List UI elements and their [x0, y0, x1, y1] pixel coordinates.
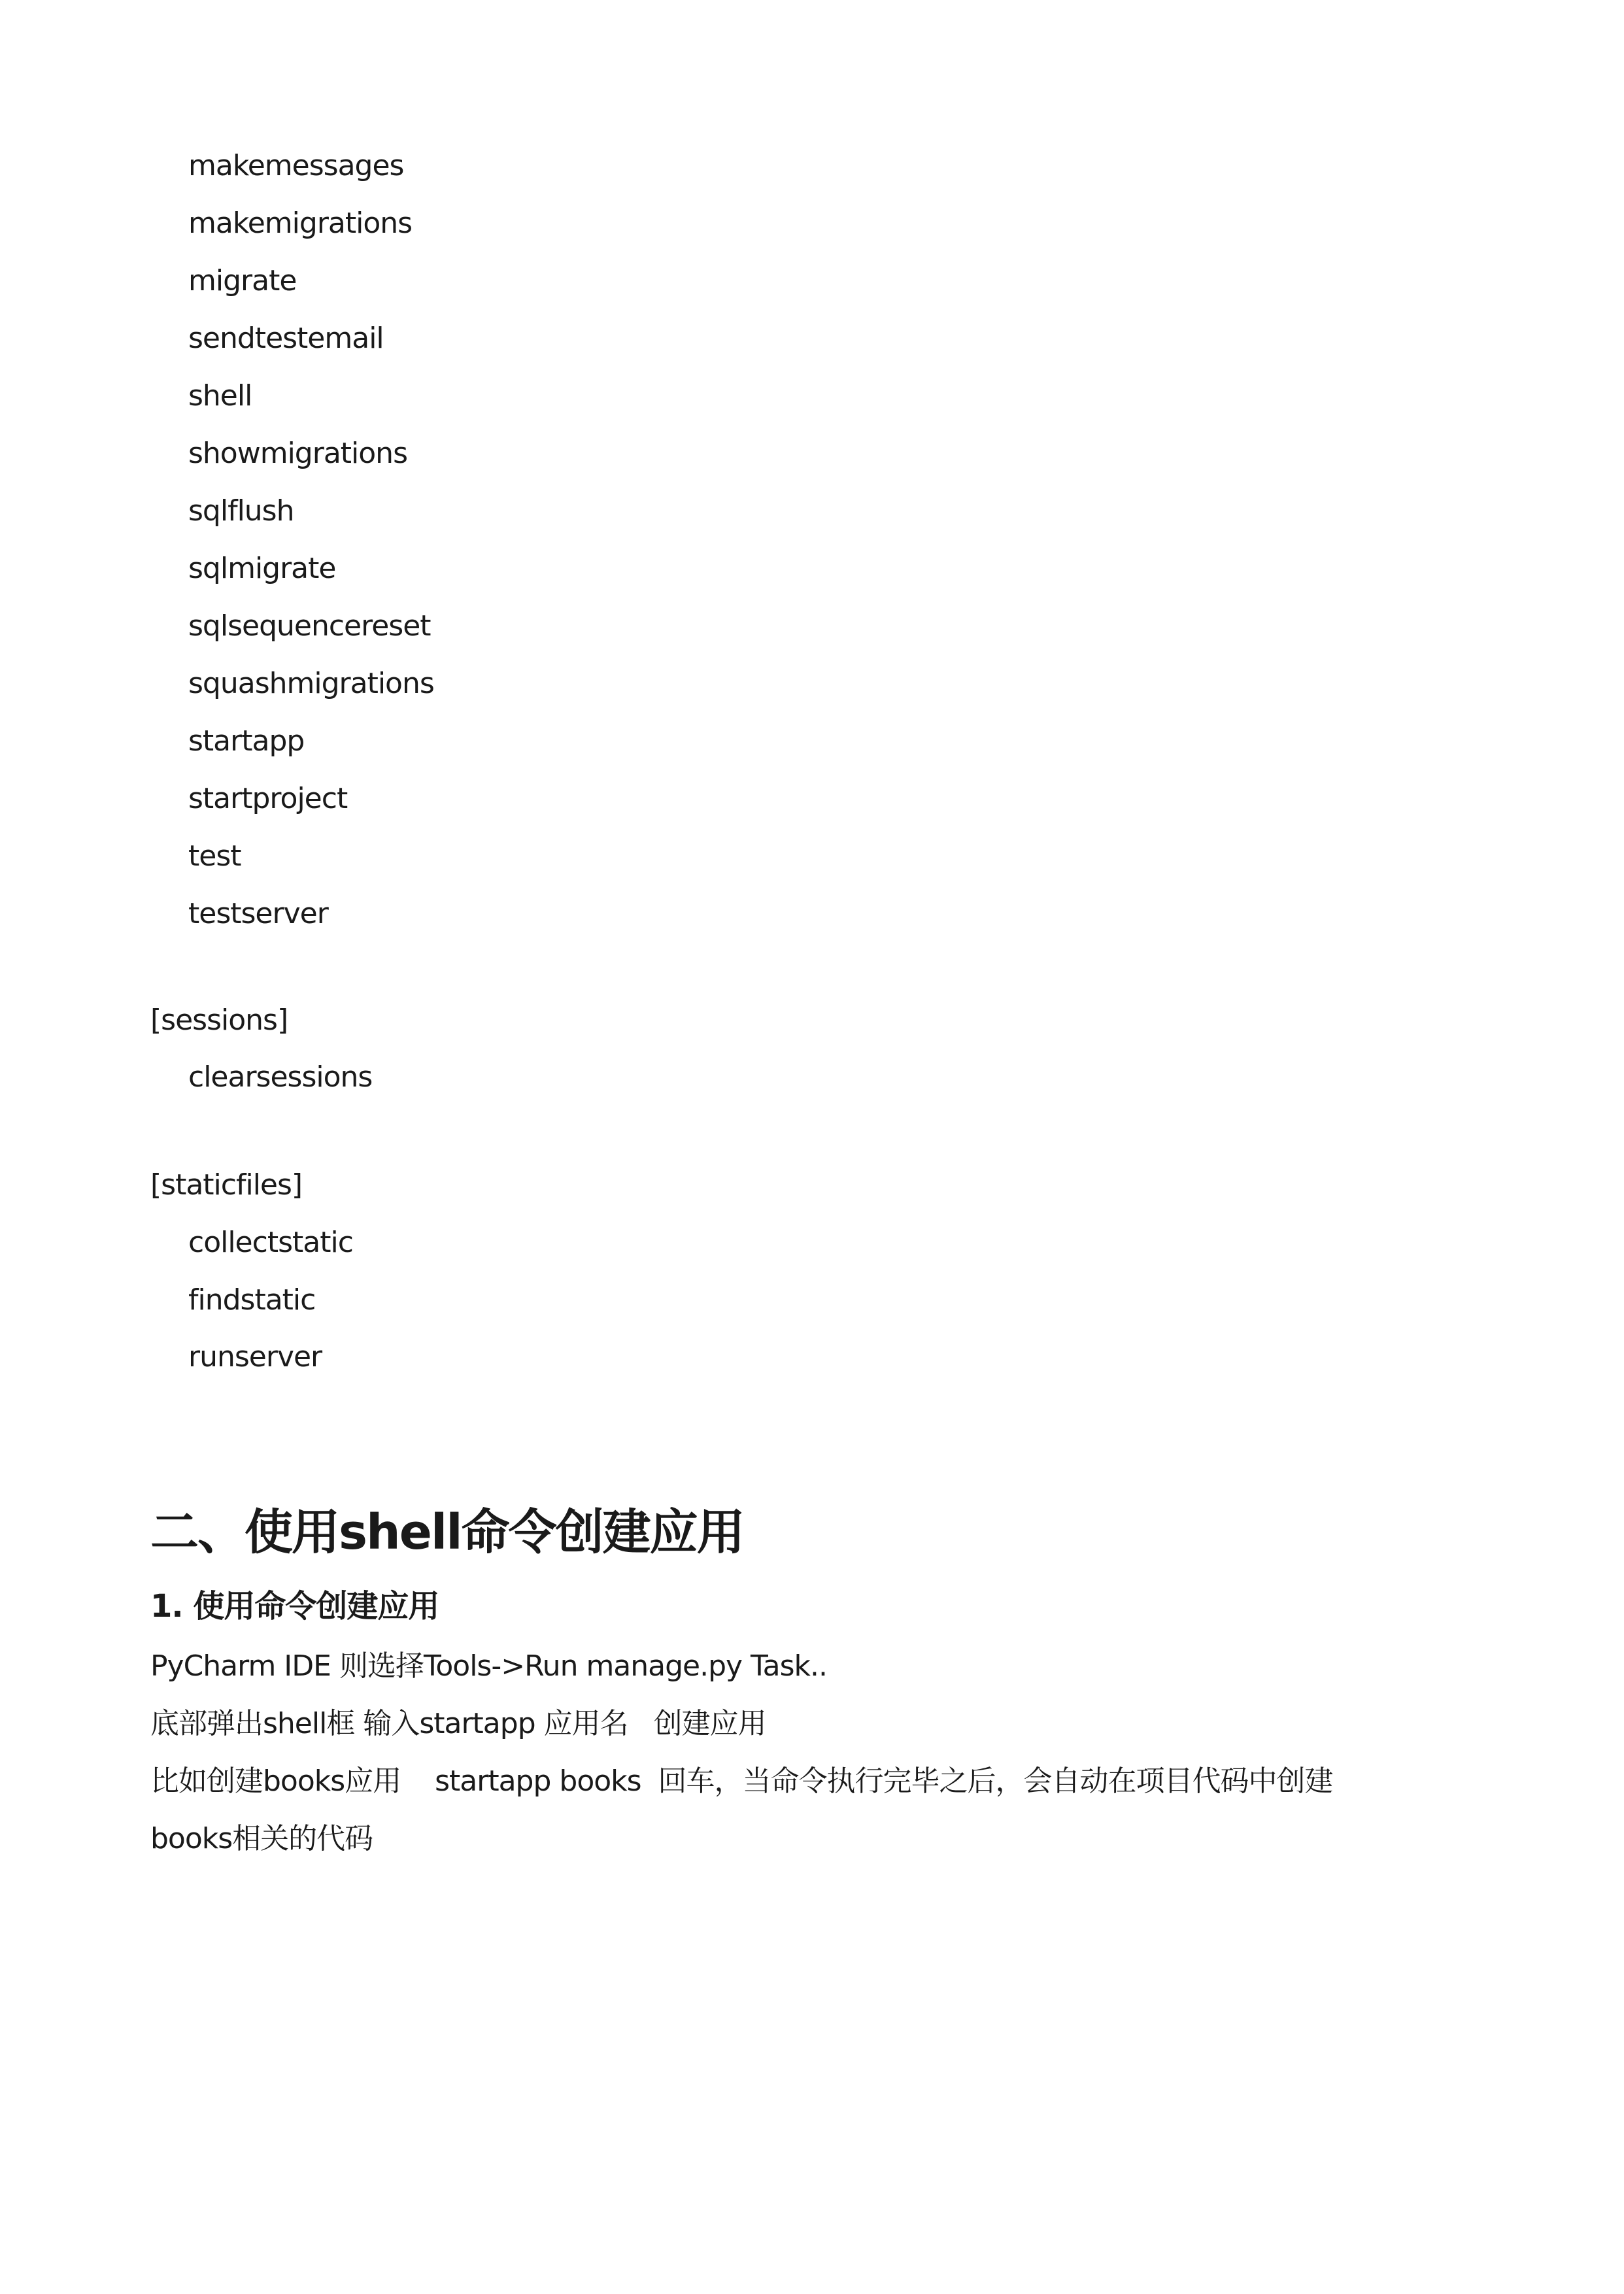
paragraph: 底部弹出shell框 输入startapp 应用名 创建应用 — [150, 1707, 766, 1740]
section-title: 二、使用shell命令创建应用 — [150, 1504, 744, 1560]
command-item: testserver — [188, 897, 328, 930]
subsection-title: 1. 使用命令创建应用 — [150, 1588, 439, 1625]
command-item: squashmigrations — [188, 667, 434, 700]
command-item: findstatic — [188, 1283, 316, 1317]
command-item: shell — [188, 379, 252, 413]
command-item: makemessages — [188, 149, 404, 182]
paragraph: 比如创建books应用 startapp books 回车，当命令执行完毕之后，会自动在项目代码中创建 — [150, 1764, 1333, 1798]
command-item: migrate — [188, 264, 297, 297]
command-item: startapp — [188, 724, 305, 758]
staticfiles-header: [staticfiles] — [150, 1168, 303, 1202]
paragraph: books相关的代码 — [150, 1822, 373, 1855]
command-item: makemigrations — [188, 207, 413, 240]
command-item: startproject — [188, 782, 348, 815]
command-item: sendtestemail — [188, 322, 384, 355]
command-item: clearsessions — [188, 1060, 373, 1094]
command-item: showmigrations — [188, 437, 407, 470]
command-item: test — [188, 839, 241, 873]
command-item: collectstatic — [188, 1226, 353, 1259]
sessions-header: [sessions] — [150, 1004, 288, 1037]
command-item: sqlflush — [188, 494, 294, 528]
command-item: runserver — [188, 1340, 322, 1374]
paragraph: PyCharm IDE 则选择Tools->Run manage.py Task.. — [150, 1649, 827, 1683]
command-item: sqlmigrate — [188, 552, 336, 585]
command-item: sqlsequencereset — [188, 609, 431, 643]
